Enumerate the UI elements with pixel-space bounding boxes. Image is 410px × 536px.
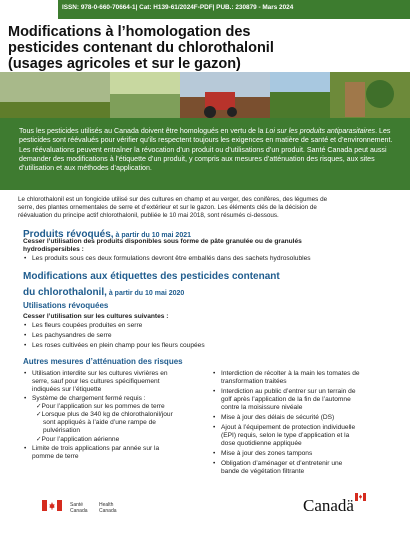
wordmark-flag-icon	[355, 493, 366, 501]
risk-mitigation-subheading: Autres mesures d’atténuation des risques	[23, 357, 183, 366]
canada-wordmark: Canadä	[303, 496, 354, 515]
title-line: Modifications à l’homologation des	[8, 24, 251, 40]
list-item: • Les produits sous ces deux formulations devront être emballés dans des sachets hydrosolubles	[32, 255, 311, 263]
title-line: pesticides contenant du chlorothalonil	[8, 40, 274, 56]
publication-meta: ISSN: 978-0-660-70664-1| Cat: H139-61/2024F-PDF| PUB.: 230879 - Mars 2024	[62, 4, 294, 11]
list-item: • Ajout à l’équipement de protection individuelle	[221, 424, 355, 432]
list-item: • Mise à jour des délais de sécurité (DS)	[221, 414, 334, 422]
list-item: • Mise à jour des zones tampons	[221, 450, 312, 458]
revoked-products-instruction: Cesser l’utilisation des produits disponibles sous forme de pâte granulée ou de granulés	[23, 238, 302, 245]
sante-canada-label: Santé Canada	[70, 502, 88, 514]
list-item: • Les fleurs coupées produites en serre	[32, 322, 142, 330]
revoked-uses-subheading: Utilisations révoquées	[23, 301, 109, 310]
page-title	[8, 24, 280, 72]
list-item: • Interdiction au public d’entrer sur un terrain de	[221, 388, 356, 396]
health-canada-label: Health Canada	[99, 502, 117, 514]
section-revoked-products-heading: Produits révoqués, à partir du 10 mai 2021	[23, 229, 192, 240]
list-item: • Interdiction de récolter à la main les tomates de	[221, 370, 360, 378]
check-item: ✓Lorsque plus de 340 kg de chlorothalonil/jour	[36, 411, 173, 418]
list-item: • Obligation d’aménager et d’entretenir une	[221, 460, 342, 468]
list-item: • Les roses cultivées en plein champ pour les fleurs coupées	[32, 342, 205, 350]
checkmark-icon: ✓	[36, 411, 42, 418]
top-bar	[0, 0, 410, 19]
list-item: • Les pachysandres de serre	[32, 332, 112, 340]
list-item: • Utilisation interdite sur les cultures vivrières en	[32, 370, 168, 378]
title-line: (usages agricoles et sur le gazon)	[8, 56, 241, 72]
check-item: ✓Pour l’application aérienne	[36, 436, 120, 443]
body-paragraph: Le chlorothalonil est un fongicide utilisé sur des cultures en champ et au verger, des conifères, des légumes de serre, des plantes ornementales de serre et d’extérieur et sur le gazon. Les éléments clés de la décision de réévaluation du principe actif chlorothalonil, publiée le 10 mai 2018, sont résumés ci-dessous.	[18, 196, 328, 220]
check-item: ✓Pour l’application sur les pommes de terre	[36, 403, 165, 410]
revoked-uses-instruction: Cesser l’utilisation sur les cultures suivantes :	[23, 313, 169, 320]
canada-flag-icon	[42, 500, 62, 511]
section-label-changes-heading: Modifications aux étiquettes des pesticides contenant du chlorothalonil, à partir du 10 mai 2020	[23, 271, 280, 298]
checkmark-icon: ✓	[36, 403, 42, 410]
checkmark-icon: ✓	[36, 436, 42, 443]
intro-panel: Tous les pesticides utilisés au Canada doivent être homologués en vertu de la Loi sur les produits antiparasitaires. Les pesticides sont réévalués pour vérifier qu’ils respectent toujours les exigences en matière de santé et d’environnement. Les réévaluations peuvent entraîner la révocation d’un produit ou d’utilisations d’un produit. Santé Canada peut aussi demander des modifications à l’étiquette d’un produit, y compris aux mesures d’atténuation des risques, aux sites d’utilisation et aux méthodes d’application.	[0, 118, 410, 190]
revoked-products-instruction-cont: hydrodispersibles :	[23, 246, 84, 253]
list-item: • Système de chargement fermé requis :	[32, 395, 146, 403]
top-bar-white-block	[0, 0, 58, 19]
list-item: • Limite de trois applications par année sur la	[32, 445, 159, 453]
act-title: Loi sur les produits antiparasitaires	[265, 127, 376, 135]
